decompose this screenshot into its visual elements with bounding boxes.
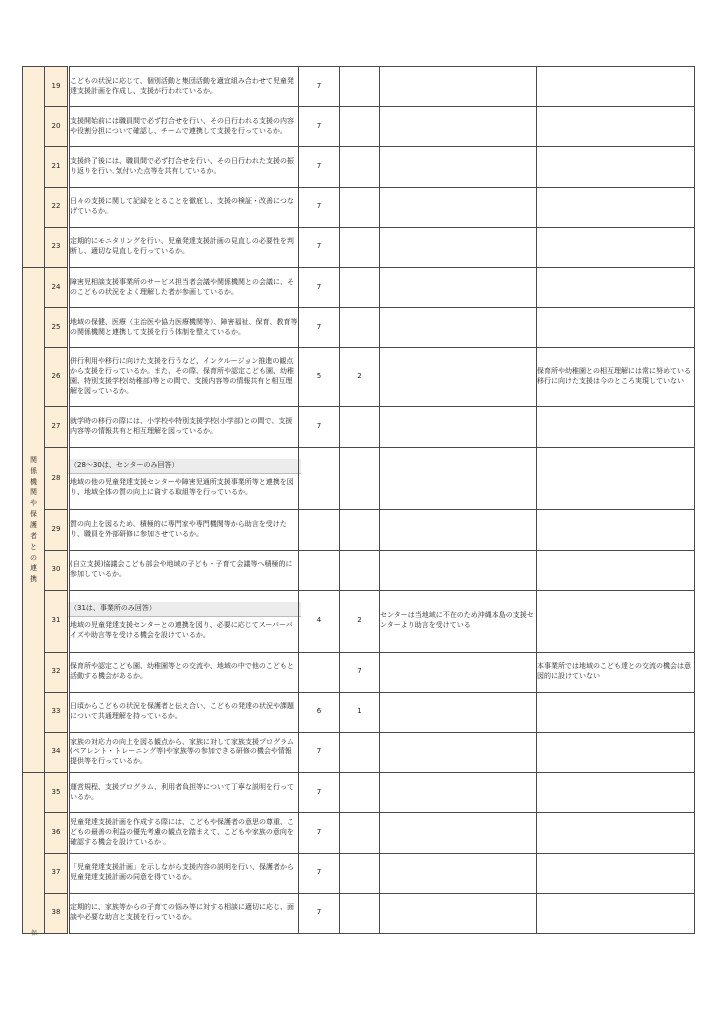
table-row xyxy=(23,590,695,652)
improvement-comment: 保育所や幼稚園との相互理解には常に努めている 移行に向けた支援は今のところ実現していない xyxy=(537,348,695,407)
question-text: 地域の児童発達支援センターとの連携を図り、必要に応じてスーパーバイズや助言等を受ける機会を設けているか。 xyxy=(70,620,293,639)
yes-count xyxy=(299,448,340,510)
table-row xyxy=(23,692,695,732)
yes-count: 7 xyxy=(299,732,340,772)
question-note: （31は、事業所のみ回答） xyxy=(67,602,301,617)
question-text: 定期的にモニタリングを行い、児童発達支援計画の見直しの必要性を判断し、適切な見直しを行っているか。 xyxy=(70,237,294,256)
unknown-comment xyxy=(380,448,537,510)
unknown-comment xyxy=(380,692,537,732)
question-cell xyxy=(70,227,299,267)
yes-count: 7 xyxy=(299,268,340,308)
yes-count: 7 xyxy=(299,893,340,933)
no-count: 2 xyxy=(340,348,380,407)
improvement-comment xyxy=(537,813,695,853)
question-text: 質の向上を図るため、積極的に専門家や専門機関等から助言を受けたり、職員を外部研修に参加させているか。 xyxy=(70,520,287,538)
no-count xyxy=(340,773,380,813)
question-text: 支援開始前には職員間で必ず打合せを行い、その日行われる支援の内容や役割分担について確認し、チームで連携して支援を行っているか。 xyxy=(70,116,294,135)
yes-count: 7 xyxy=(299,813,340,853)
unknown-comment xyxy=(380,187,537,227)
evaluation-table xyxy=(22,66,695,934)
improvement-comment xyxy=(537,147,695,187)
question-text: こどもの状況に応じて、個別活動と集団活動を適宜組み合わせて児童発達支援計画を作成し、支援が行われているか。 xyxy=(70,76,294,95)
question-cell xyxy=(70,107,299,147)
category-label: 関係機関や保護者との連携 xyxy=(30,455,37,584)
row-number: 36 xyxy=(45,813,68,853)
evaluation-sheet xyxy=(22,66,694,934)
row-number: 24 xyxy=(45,268,68,308)
question-cell xyxy=(70,893,299,933)
improvement-comment xyxy=(537,590,695,652)
question-cell xyxy=(70,407,299,448)
row-number: 25 xyxy=(45,308,68,348)
table-row xyxy=(23,107,695,147)
improvement-comment xyxy=(537,853,695,893)
question-cell xyxy=(70,67,299,107)
table-row xyxy=(23,147,695,187)
table-row xyxy=(23,550,695,590)
improvement-comment xyxy=(537,732,695,772)
evaluation-table-body xyxy=(23,67,695,934)
question-text: 日頃からこどもの状況を保護者と伝え合い、こどもの発達の状況や課題について共通理解を持っているか。 xyxy=(70,702,294,721)
table-row xyxy=(23,448,695,510)
row-number: 30 xyxy=(45,550,68,590)
unknown-comment xyxy=(380,308,537,348)
row-number: 22 xyxy=(45,187,68,227)
row-number: 37 xyxy=(45,853,68,893)
no-count xyxy=(340,550,380,590)
row-number: 27 xyxy=(45,407,68,448)
question-cell xyxy=(70,268,299,308)
improvement-comment xyxy=(537,308,695,348)
unknown-comment xyxy=(380,652,537,692)
no-count xyxy=(340,510,380,550)
question-text: 就学時の移行の際には、小学校や特別支援学校(小学部)との間で、支援内容等の情報共有と相互理解を図っているか。 xyxy=(70,417,293,436)
improvement-comment xyxy=(537,227,695,267)
improvement-comment xyxy=(537,773,695,813)
question-cell xyxy=(70,448,299,510)
row-number: 31 xyxy=(45,590,68,652)
yes-count: 7 xyxy=(299,147,340,187)
category-cell xyxy=(23,67,45,268)
yes-count: 7 xyxy=(299,407,340,448)
unknown-comment xyxy=(380,550,537,590)
no-count xyxy=(340,893,380,933)
table-row xyxy=(23,348,695,407)
category-cell xyxy=(23,773,45,934)
table-row xyxy=(23,893,695,933)
improvement-comment xyxy=(537,448,695,510)
unknown-comment xyxy=(380,853,537,893)
unknown-comment xyxy=(380,268,537,308)
unknown-comment xyxy=(380,67,537,107)
category-cell xyxy=(23,268,45,773)
question-text: 地域の他の児童発達支援センターや障害児通所支援事業所等と連携を図り、地域全体の質の向上に資する取組等を行っているか。 xyxy=(70,478,294,497)
no-count xyxy=(340,67,380,107)
question-text: 運営規程、支援プログラム、利用者負担等について丁寧な説明を行っているか。 xyxy=(70,782,294,801)
improvement-comment xyxy=(537,67,695,107)
row-number: 26 xyxy=(45,348,68,407)
question-cell xyxy=(70,732,299,772)
yes-count: 7 xyxy=(299,107,340,147)
question-text: 家族の対応力の向上を図る観点から、家族に対して家族支援プログラム(ペアレント・トレーニング等)や家族等の参加できる研修の機会や情報提供等を行っているか。 xyxy=(70,737,294,766)
row-number: 20 xyxy=(45,107,68,147)
no-count: 1 xyxy=(340,692,380,732)
no-count xyxy=(340,268,380,308)
yes-count xyxy=(299,652,340,692)
yes-count: 7 xyxy=(299,67,340,107)
table-row xyxy=(23,732,695,772)
improvement-comment xyxy=(537,187,695,227)
yes-count: 4 xyxy=(299,590,340,652)
question-text: 児童発達支援計画を作成する際には、こどもや保護者の意思の尊重、こどもの最善の利益の優先考慮の観点を踏まえて、こどもや家族の意向を確認する機会を設けているか 。 xyxy=(70,817,294,846)
improvement-comment xyxy=(537,550,695,590)
yes-count: 6 xyxy=(299,692,340,732)
no-count xyxy=(340,227,380,267)
row-number: 38 xyxy=(45,893,68,933)
question-cell xyxy=(70,187,299,227)
yes-count: 7 xyxy=(299,227,340,267)
question-cell xyxy=(70,308,299,348)
no-count xyxy=(340,147,380,187)
question-text: 地域の保健、医療（主治医や協力医療機関等）、障害福祉、保育、教育等の関係機関と連携して支援を行う体制を整えているか。 xyxy=(70,317,298,336)
improvement-comment: 本事業所では地域のこども達との交流の機会は意図的に設けていない xyxy=(537,652,695,692)
yes-count: 7 xyxy=(299,773,340,813)
unknown-comment xyxy=(380,147,537,187)
row-number: 19 xyxy=(45,67,68,107)
question-text: 併行利用や移行に向けた支援を行うなど、インクルージョン推進の観点から支援を行っているか。また、その際、保育所や認定こども園、幼稚園、特別支援学校(幼稚部)等との間で、支援内容等の情報共有と相互理解を図っているか。 xyxy=(70,357,294,396)
no-count xyxy=(340,187,380,227)
question-cell xyxy=(70,590,299,652)
no-count xyxy=(340,107,380,147)
question-text: 定期的に、家族等からの子育ての悩み等に対する相談に適切に応じ、面談や必要な助言と支援を行っているか。 xyxy=(70,903,294,922)
unknown-comment xyxy=(380,813,537,853)
no-count xyxy=(340,448,380,510)
no-count: 2 xyxy=(340,590,380,652)
no-count xyxy=(340,853,380,893)
no-count xyxy=(340,813,380,853)
yes-count: 5 xyxy=(299,348,340,407)
row-number: 32 xyxy=(45,652,68,692)
table-row xyxy=(23,227,695,267)
next-category-char: 保 xyxy=(31,930,38,937)
table-row xyxy=(23,187,695,227)
row-number: 34 xyxy=(45,732,68,772)
no-count xyxy=(340,308,380,348)
unknown-comment xyxy=(380,732,537,772)
row-number: 29 xyxy=(45,510,68,550)
improvement-comment xyxy=(537,692,695,732)
question-cell xyxy=(70,348,299,407)
unknown-comment xyxy=(380,510,537,550)
row-number: 28 xyxy=(45,448,68,510)
question-text: 「児童発達支援計画」を示しながら支援内容の説明を行い、保護者から児童発達支援計画の同意を得ているか。 xyxy=(70,863,294,882)
improvement-comment xyxy=(537,268,695,308)
row-number: 35 xyxy=(45,773,68,813)
improvement-comment xyxy=(537,407,695,448)
question-cell xyxy=(70,853,299,893)
question-text: 障害児相談支援事業所のサービス担当者会議や関係機関との会議に、そのこどもの状況をよく理解した者が参画しているか。 xyxy=(70,277,294,296)
question-cell xyxy=(70,147,299,187)
unknown-comment xyxy=(380,773,537,813)
no-count xyxy=(340,732,380,772)
improvement-comment xyxy=(537,893,695,933)
question-note: （28～30は、センターのみ回答） xyxy=(67,459,301,474)
yes-count xyxy=(299,550,340,590)
question-text: 日々の支援に関して記録をとることを徹底し、支援の検証・改善につなげているか。 xyxy=(70,197,294,216)
unknown-comment: センターは当地域に不在のため沖縄本島の支援センターより助言を受けている xyxy=(380,590,537,652)
question-text: 保育所や認定こども園、幼稚園等との交流や、地域の中で他のこどもと活動する機会があるか。 xyxy=(70,662,294,681)
question-cell xyxy=(70,773,299,813)
question-cell xyxy=(70,813,299,853)
yes-count: 7 xyxy=(299,853,340,893)
improvement-comment xyxy=(537,510,695,550)
table-row xyxy=(23,853,695,893)
no-count xyxy=(340,407,380,448)
question-cell xyxy=(70,692,299,732)
question-cell xyxy=(70,652,299,692)
improvement-comment xyxy=(537,107,695,147)
table-row xyxy=(23,268,695,308)
table-row xyxy=(23,813,695,853)
table-row xyxy=(23,407,695,448)
table-row xyxy=(23,652,695,692)
no-count: 7 xyxy=(340,652,380,692)
table-row xyxy=(23,510,695,550)
yes-count: 7 xyxy=(299,187,340,227)
unknown-comment xyxy=(380,227,537,267)
question-cell xyxy=(70,550,299,590)
row-number: 21 xyxy=(45,147,68,187)
unknown-comment xyxy=(380,107,537,147)
question-text: 支援終了後には、職員間で必ず打合せを行い、その日行われた支援の振り返りを行い､気付いた点等を共有しているか。 xyxy=(70,157,294,175)
yes-count: 7 xyxy=(299,308,340,348)
unknown-comment xyxy=(380,348,537,407)
table-row xyxy=(23,67,695,107)
unknown-comment xyxy=(380,893,537,933)
unknown-comment xyxy=(380,407,537,448)
question-cell xyxy=(70,510,299,550)
row-number: 23 xyxy=(45,227,68,267)
question-text: (自立支援)協議会こども部会や地域の子ども・子育て会議等へ積極的に参加しているか。 xyxy=(70,560,293,579)
table-row xyxy=(23,773,695,813)
row-number: 33 xyxy=(45,692,68,732)
table-row xyxy=(23,308,695,348)
yes-count xyxy=(299,510,340,550)
